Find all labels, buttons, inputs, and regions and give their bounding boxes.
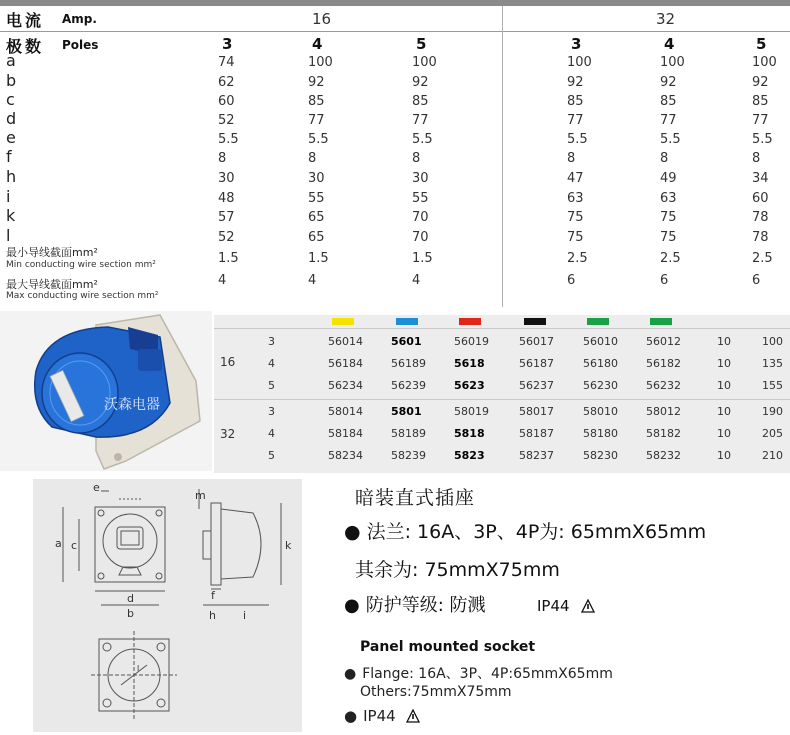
spec-cell: 30 xyxy=(218,171,235,186)
spec-cell: 8 xyxy=(218,151,227,166)
spec-cell: 5.5 xyxy=(412,132,433,147)
spec-cell: 48 xyxy=(218,191,235,206)
spec-row-label: k xyxy=(6,206,16,225)
order-qty-cell: 10 xyxy=(717,357,731,370)
spec-cell: 8 xyxy=(308,151,317,166)
spec-cell: 70 xyxy=(412,230,429,245)
order-qty-cell: 10 xyxy=(717,335,731,348)
spec-cell: 92 xyxy=(752,75,769,90)
en-others-line: Others:75mmX75mm xyxy=(360,684,512,700)
order-code-cell: 56010 xyxy=(583,335,618,348)
spec-header-divider xyxy=(0,31,790,32)
dimension-drawing-svg xyxy=(33,479,302,732)
order-pack-cell: 190 xyxy=(762,405,783,418)
order-poles-cell: 5 xyxy=(268,379,275,392)
order-code-cell: 56187 xyxy=(519,357,554,370)
min-wire-label-cn: 最小导线截面mm² xyxy=(6,246,98,259)
dim-label-a: a xyxy=(55,537,62,550)
dim-label-l: l xyxy=(137,664,140,673)
spec-cell: 77 xyxy=(752,113,769,128)
spec-row-label: f xyxy=(6,147,12,166)
spec-cell: 5.5 xyxy=(308,132,329,147)
order-pack-cell: 135 xyxy=(762,357,783,370)
order-code-cell: 5823 xyxy=(454,449,485,462)
min-wire-cell: 1.5 xyxy=(308,251,329,266)
spec-cell: 85 xyxy=(660,94,677,109)
order-poles-cell: 4 xyxy=(268,427,275,440)
spec-cell: 70 xyxy=(412,210,429,225)
order-code-cell: 56230 xyxy=(583,379,618,392)
cn-others-line: 其余为: 75mmX75mm xyxy=(355,559,560,581)
spec-cell: 92 xyxy=(308,75,325,90)
spec-cell: 77 xyxy=(660,113,677,128)
spec-row-label: b xyxy=(6,71,17,90)
spec-cell: 85 xyxy=(412,94,429,109)
spec-cell: 62 xyxy=(218,75,235,90)
spec-cell: 78 xyxy=(752,230,769,245)
min-wire-cell: 1.5 xyxy=(412,251,433,266)
max-wire-cell: 4 xyxy=(308,273,317,288)
spec-row-label: d xyxy=(6,109,17,128)
spec-cell: 55 xyxy=(308,191,325,206)
amp-16-header: 16 xyxy=(312,10,332,28)
max-wire-cell: 6 xyxy=(567,273,576,288)
spec-cell: 85 xyxy=(567,94,584,109)
order-code-cell: 56012 xyxy=(646,335,681,348)
order-poles-cell: 5 xyxy=(268,449,275,462)
order-pack-cell: 155 xyxy=(762,379,783,392)
spec-cell: 85 xyxy=(752,94,769,109)
cn-flange-line xyxy=(344,517,706,544)
color-swatch xyxy=(587,318,609,325)
spec-cell: 92 xyxy=(567,75,584,90)
poles-label-cn: 极数 xyxy=(6,37,45,56)
spec-cell: 74 xyxy=(218,55,235,70)
spec-cell: 8 xyxy=(752,151,761,166)
cn-protection-line xyxy=(344,591,595,617)
order-code-cell: 56017 xyxy=(519,335,554,348)
order-qty-cell: 10 xyxy=(717,449,731,462)
order-code-cell: 58012 xyxy=(646,405,681,418)
spec-cell: 49 xyxy=(660,171,677,186)
order-code-cell: 58230 xyxy=(583,449,618,462)
spec-cell: 34 xyxy=(752,171,769,186)
order-qty-cell: 10 xyxy=(717,379,731,392)
order-code-cell: 58019 xyxy=(454,405,489,418)
max-wire-cell: 6 xyxy=(660,273,669,288)
order-pack-cell: 210 xyxy=(762,449,783,462)
min-wire-cell: 1.5 xyxy=(218,251,239,266)
product-section xyxy=(0,307,790,473)
spec-row-label: l xyxy=(6,226,11,245)
max-wire-label-cn: 最大导线截面mm² xyxy=(6,278,98,291)
spec-cell: 52 xyxy=(218,230,235,245)
poles-header-cell: 4 xyxy=(664,35,675,53)
max-wire-label-en: Max conducting wire section mm² xyxy=(6,291,159,301)
dim-label-c: c xyxy=(71,539,78,552)
order-code-cell: 56180 xyxy=(583,357,618,370)
spec-cell: 77 xyxy=(567,113,584,128)
dim-label-e: e xyxy=(93,481,100,494)
order-code-cell: 5623 xyxy=(454,379,485,392)
spec-cell: 5.5 xyxy=(752,132,773,147)
order-code-cell: 58017 xyxy=(519,405,554,418)
order-code-cell: 5618 xyxy=(454,357,485,370)
order-code-cell: 58232 xyxy=(646,449,681,462)
spec-cell: 75 xyxy=(660,210,677,225)
order-code-cell: 56239 xyxy=(391,379,426,392)
spec-cell: 100 xyxy=(660,55,685,70)
spec-cell: 100 xyxy=(567,55,592,70)
spec-cell: 75 xyxy=(660,230,677,245)
order-amp-label: 32 xyxy=(220,427,236,441)
amp-label-en: Amp. xyxy=(62,12,97,26)
spec-cell: 100 xyxy=(412,55,437,70)
order-code-cell: 5601 xyxy=(391,335,422,348)
poles-header-cell: 5 xyxy=(416,35,427,53)
spec-cell: 5.5 xyxy=(567,132,588,147)
order-code-cell: 58239 xyxy=(391,449,426,462)
color-swatch xyxy=(396,318,418,325)
order-qty-cell: 10 xyxy=(717,427,731,440)
order-code-cell: 56189 xyxy=(391,357,426,370)
spec-cell: 55 xyxy=(412,191,429,206)
spec-cell: 8 xyxy=(660,151,669,166)
dim-label-b: b xyxy=(127,607,134,620)
order-poles-cell: 3 xyxy=(268,335,275,348)
order-qty-cell: 10 xyxy=(717,405,731,418)
en-ip-line xyxy=(344,707,420,725)
poles-header-cell: 3 xyxy=(222,35,233,53)
order-pack-cell: 100 xyxy=(762,335,783,348)
min-wire-label-en: Min conducting wire section mm² xyxy=(6,260,156,270)
spec-cell: 65 xyxy=(308,230,325,245)
socket-illustration xyxy=(0,311,212,471)
order-code-cell: 5818 xyxy=(454,427,485,440)
spec-cell: 85 xyxy=(308,94,325,109)
cn-flange-text: 法兰: 16A、3P、4P为: 65mmX65mm xyxy=(366,521,707,543)
order-code-cell: 58010 xyxy=(583,405,618,418)
amp-label-cn: 电流 xyxy=(6,11,45,30)
spec-cell: 57 xyxy=(218,210,235,225)
spec-cell: 60 xyxy=(218,94,235,109)
en-flange-text: Flange: 16A、3P、4P:65mmX65mm xyxy=(362,666,613,682)
en-product-title: Panel mounted socket xyxy=(360,639,536,655)
order-code-table xyxy=(214,315,790,473)
max-wire-cell: 4 xyxy=(218,273,227,288)
order-code-cell: 58182 xyxy=(646,427,681,440)
en-flange-line xyxy=(344,663,613,683)
poles-label-en: Poles xyxy=(62,38,99,52)
amp-32-header: 32 xyxy=(656,10,676,28)
spec-row-label: i xyxy=(6,187,11,206)
order-code-cell: 58187 xyxy=(519,427,554,440)
dimension-drawing xyxy=(33,479,302,732)
spec-cell: 65 xyxy=(308,210,325,225)
order-code-cell: 56232 xyxy=(646,379,681,392)
max-wire-cell: 6 xyxy=(752,273,761,288)
poles-header-cell: 5 xyxy=(756,35,767,53)
spec-row-label: c xyxy=(6,90,15,109)
spec-row-label: e xyxy=(6,128,16,147)
min-wire-cell: 2.5 xyxy=(752,251,773,266)
spec-cell: 100 xyxy=(308,55,333,70)
spec-cell: 75 xyxy=(567,230,584,245)
bullet-icon: ● xyxy=(344,595,360,616)
spec-cell: 63 xyxy=(660,191,677,206)
spec-cell: 8 xyxy=(567,151,576,166)
spec-group-divider xyxy=(502,6,503,307)
spec-cell: 60 xyxy=(752,191,769,206)
spec-cell: 63 xyxy=(567,191,584,206)
order-code-cell: 58234 xyxy=(328,449,363,462)
order-code-cell: 58237 xyxy=(519,449,554,462)
spec-cell: 75 xyxy=(567,210,584,225)
poles-header-cell: 3 xyxy=(571,35,582,53)
color-swatch xyxy=(524,318,546,325)
detail-section xyxy=(0,473,790,735)
color-swatch xyxy=(332,318,354,325)
min-wire-cell: 2.5 xyxy=(660,251,681,266)
order-code-cell: 58189 xyxy=(391,427,426,440)
splash-warning-icon xyxy=(581,599,595,613)
dim-label-h: h xyxy=(209,609,216,622)
order-code-cell: 56237 xyxy=(519,379,554,392)
order-pack-cell: 205 xyxy=(762,427,783,440)
spec-cell: 8 xyxy=(412,151,421,166)
bullet-icon: ● xyxy=(344,521,361,543)
order-code-cell: 56014 xyxy=(328,335,363,348)
spec-cell: 47 xyxy=(567,171,584,186)
dim-label-m: m xyxy=(195,489,206,502)
order-code-cell: 58014 xyxy=(328,405,363,418)
order-poles-cell: 3 xyxy=(268,405,275,418)
spec-cell: 77 xyxy=(412,113,429,128)
poles-header-cell: 4 xyxy=(312,35,323,53)
photo-watermark: 沃森电器 xyxy=(104,397,160,413)
spec-cell: 30 xyxy=(308,171,325,186)
dim-label-i: i xyxy=(243,609,247,622)
spec-cell: 5.5 xyxy=(218,132,239,147)
order-code-cell: 56182 xyxy=(646,357,681,370)
mount-hole xyxy=(114,453,122,461)
cn-protection-text: 防护等级: 防溅 xyxy=(365,595,486,616)
socket-lid xyxy=(42,353,118,433)
spec-cell: 5.5 xyxy=(660,132,681,147)
order-header-divider xyxy=(214,328,790,329)
order-code-cell: 56184 xyxy=(328,357,363,370)
spec-cell: 78 xyxy=(752,210,769,225)
product-photo xyxy=(0,311,212,471)
dim-label-k: k xyxy=(285,539,292,552)
spec-cell: 92 xyxy=(412,75,429,90)
color-swatch xyxy=(650,318,672,325)
spec-cell: 77 xyxy=(308,113,325,128)
dim-label-d: d xyxy=(127,592,134,605)
bullet-icon: ● xyxy=(344,707,358,725)
order-code-cell: 5801 xyxy=(391,405,422,418)
max-wire-cell: 4 xyxy=(412,273,421,288)
spec-row-label: h xyxy=(6,167,17,186)
en-ip-rating: IP44 xyxy=(363,707,396,725)
order-code-cell: 58180 xyxy=(583,427,618,440)
color-swatch xyxy=(459,318,481,325)
spec-cell: 100 xyxy=(752,55,777,70)
order-code-cell: 56019 xyxy=(454,335,489,348)
spec-top-bar xyxy=(0,0,790,6)
spec-cell: 92 xyxy=(660,75,677,90)
dim-label-f: f xyxy=(211,589,215,602)
spec-cell: 30 xyxy=(412,171,429,186)
min-wire-cell: 2.5 xyxy=(567,251,588,266)
order-poles-cell: 4 xyxy=(268,357,275,370)
spec-table xyxy=(0,0,790,307)
spec-row-label: a xyxy=(6,51,16,70)
cn-product-title: 暗装直式插座 xyxy=(355,487,476,509)
spec-cell: 52 xyxy=(218,113,235,128)
order-code-cell: 58184 xyxy=(328,427,363,440)
cn-ip-rating: IP44 xyxy=(536,597,570,615)
order-code-cell: 56234 xyxy=(328,379,363,392)
bullet-icon: ● xyxy=(344,666,357,682)
order-amp-label: 16 xyxy=(220,355,236,369)
order-group-divider xyxy=(214,399,790,400)
splash-warning-icon xyxy=(406,709,420,723)
